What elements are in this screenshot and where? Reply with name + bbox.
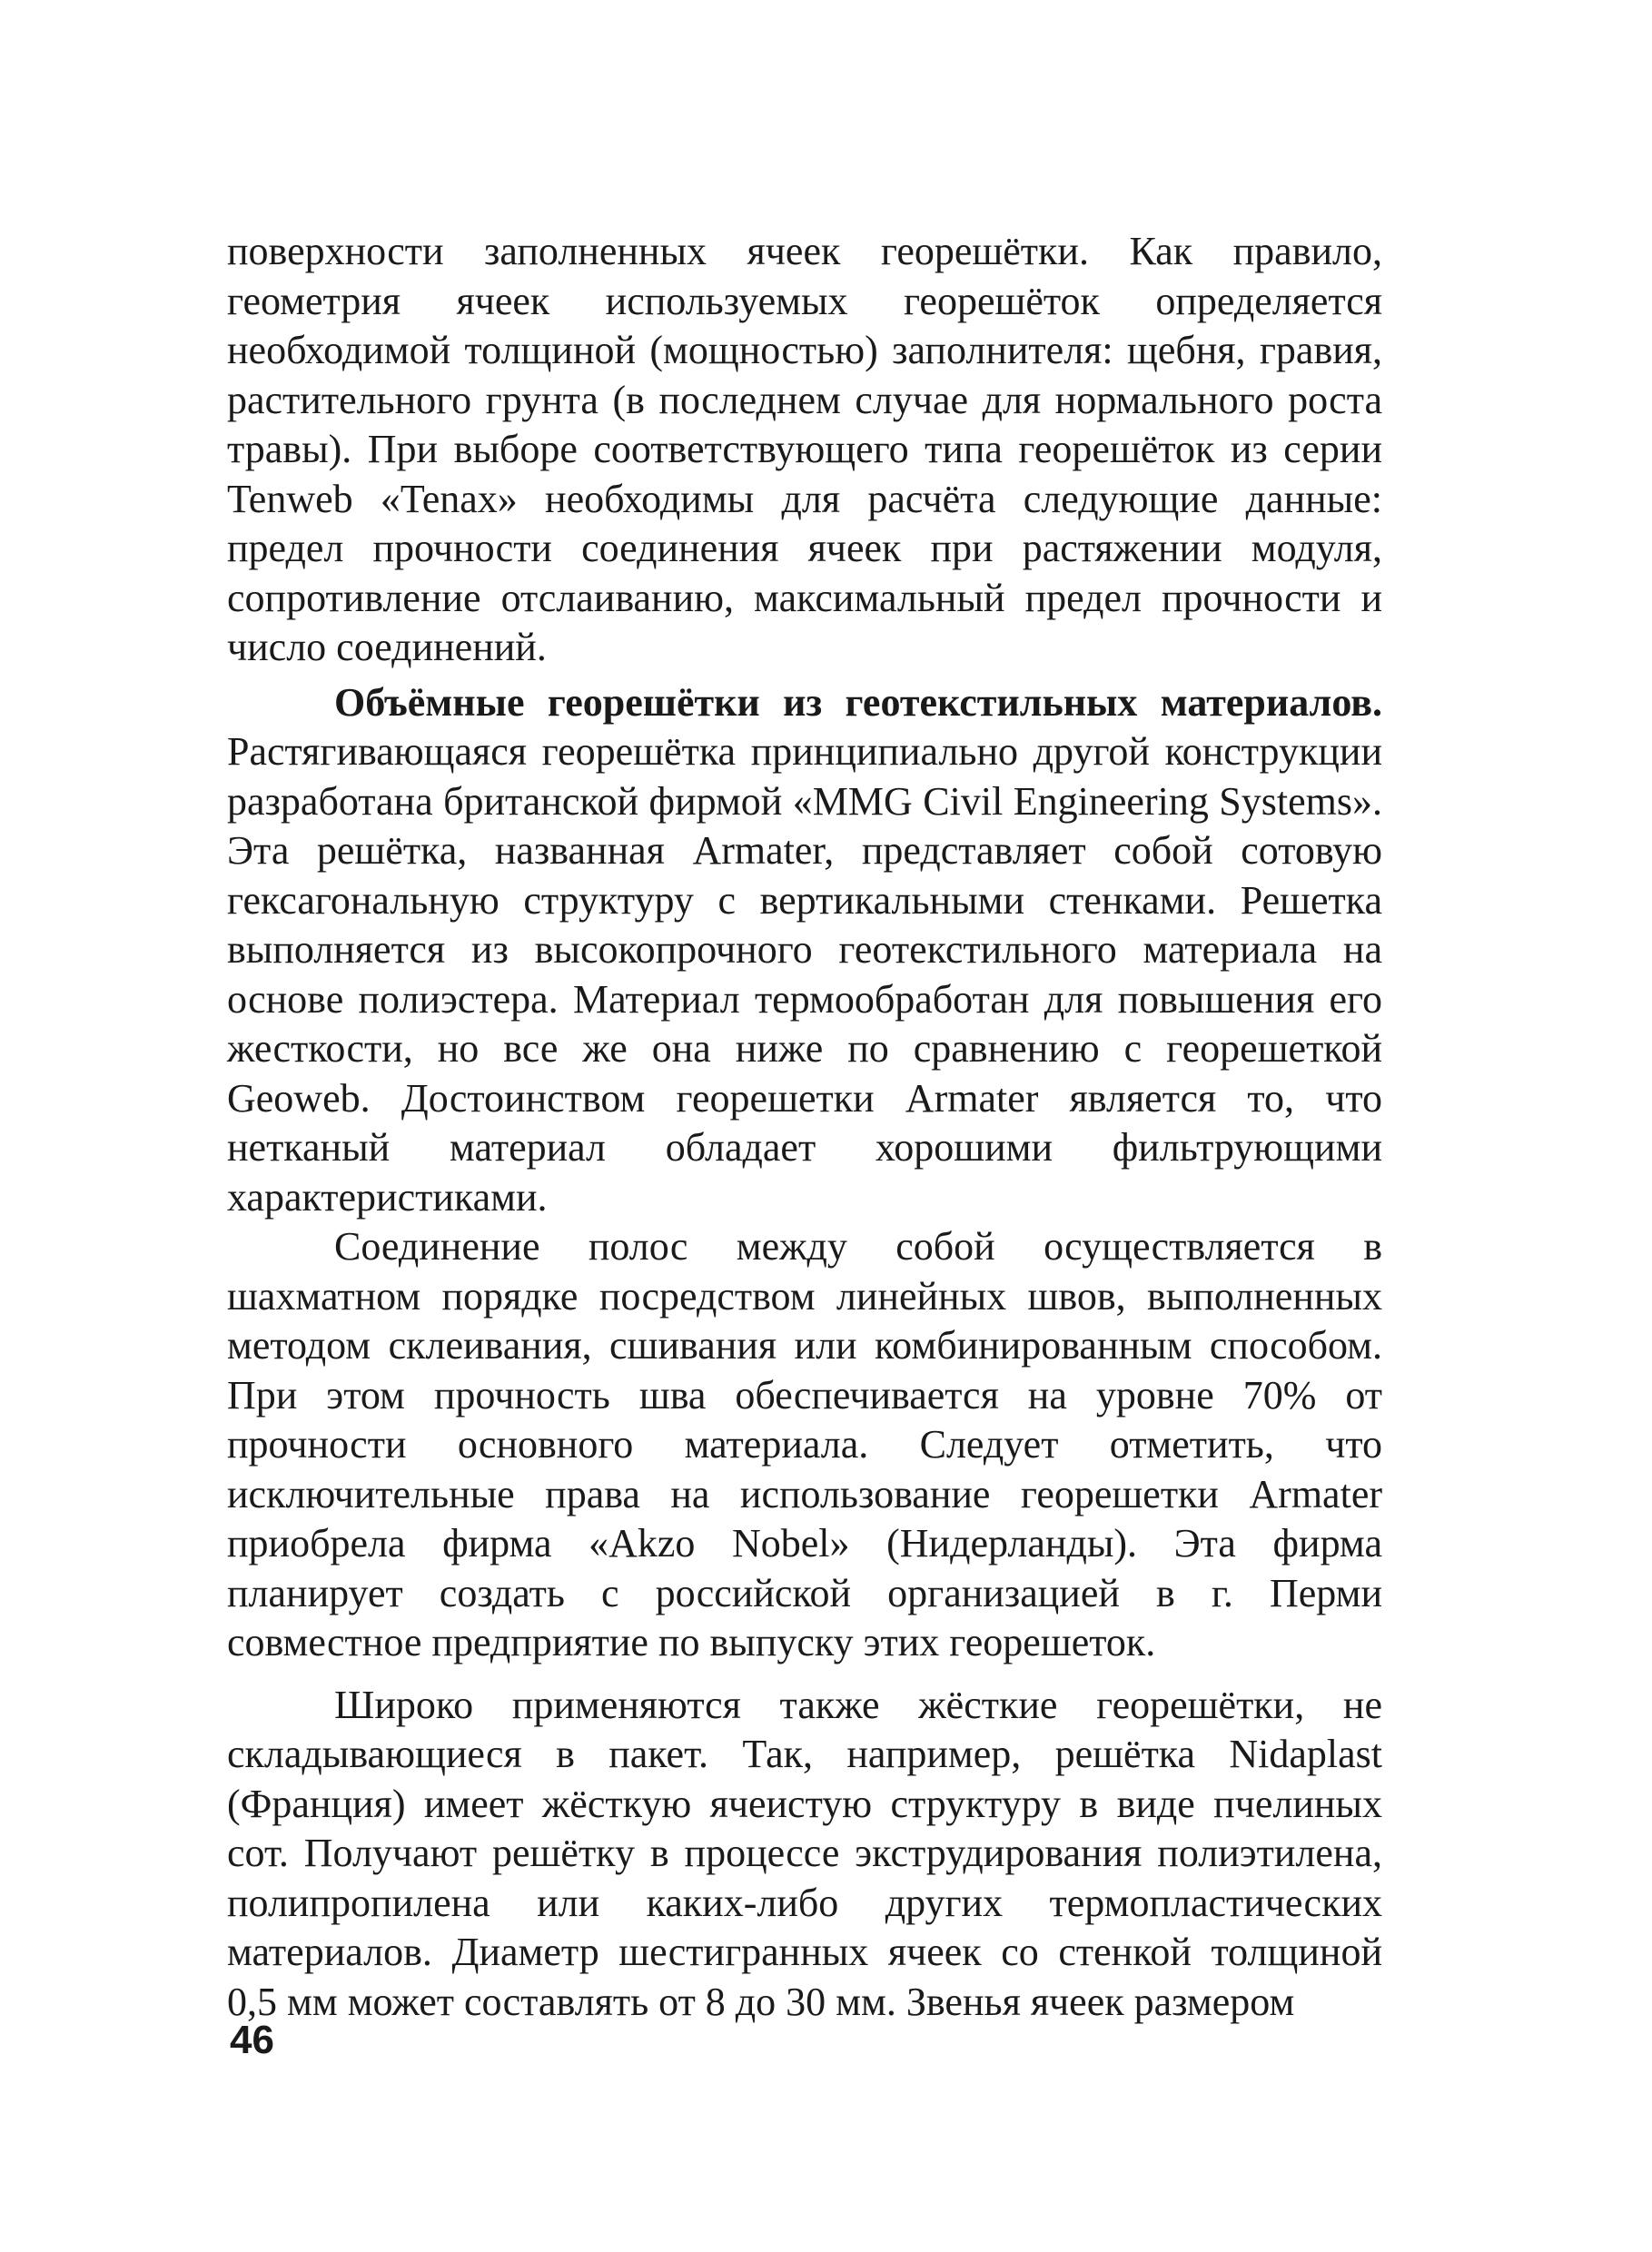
section-heading: Объёмные георешётки из геотекстильных материалов. [334,679,1382,725]
paragraph-2 [227,678,1382,1223]
paragraph-2-text: Растягивающаяся георешётка принципиально другой конструкции разработана британской фирмой «MMG Civil Engineering Systems». Эта решётка, названная Armater, представляет собой сотовую гексагональную структуру с вертикальными стенками. Решетка выполняется из высокопрочного геотекстильного материала на основе полиэстера. Материал термообработан для повышения его жесткости, но все же она ниже по сравнению с георешеткой Geoweb. Достоинством георешетки Armater является то, что нетканый материал обладает хорошими фильтрующими характеристиками. [227,729,1382,1220]
page-number: 46 [230,2018,274,2062]
paragraph-4: Широко применяются также жёсткие георешётки, не складывающиеся в пакет. Так, например, решётка Nidaplast (Франция) имеет жёсткую ячеистую структуру в виде пчелиных сот. Получают решётку в процессе экструдирования полиэтилена, полипропилена или каких-либо других термопластических материалов. Диаметр шестигранных ячеек со стенкой толщиной 0,5 мм может составлять от 8 до 30 мм. Звенья ячеек размером [227,1682,1382,2024]
paragraph-3: Соединение полос между собой осуществляется в шахматном порядке посредством линейных швов, выполненных методом склеивания, сшивания или комбинированным способом. При этом прочность шва обеспечивается на уровне 70% от прочности основного материала. Следует отметить, что исключительные права на использование георешетки Armater приобрела фирма «Akzo Nobel» (Нидерланды). Эта фирма планирует создать с российской организацией в г. Перми совместное предприятие по выпуску этих георешеток. [227,1224,1382,1664]
paragraph-1: поверхности заполненных ячеек георешётки. Как правило, геометрия ячеек используемых георешёток определяется необходимой толщиной (мощностью) заполнителя: щебня, гравия, растительного грунта (в последнем случае для нормального роста травы). При выборе соответствующего типа георешёток из серии Tenweb «Tenax» необходимы для расчёта следующие данные: предел прочности соединения ячеек при растяжении модуля, сопротивление отслаиванию, максимальный предел прочности и число соединений. [227,229,1382,669]
body-text [227,227,1382,2027]
